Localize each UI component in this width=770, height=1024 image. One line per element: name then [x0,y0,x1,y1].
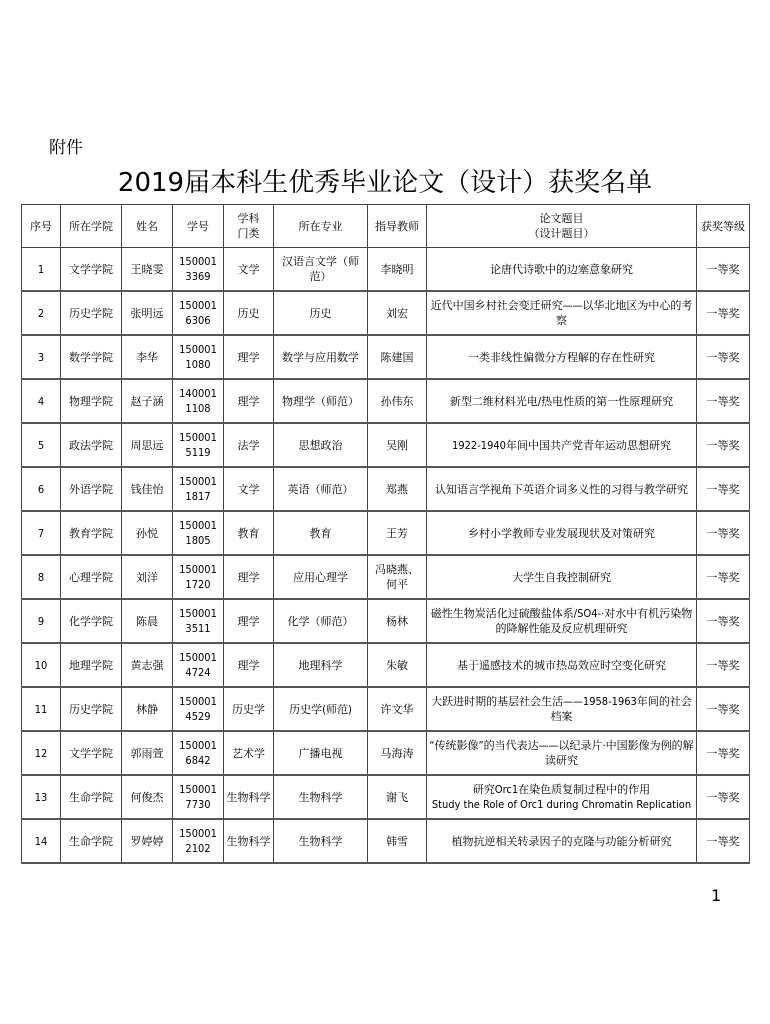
row-name: 何俊杰 [122,775,173,819]
row-advisor: 王芳 [368,511,427,555]
row-category: 理学 [224,555,274,599]
row-student-id [173,731,224,775]
header-name: 姓名 [122,205,173,248]
thesis-title: 大跃进时期的基层社会生活——1958-1963年间的社会档案 [431,695,692,723]
row-student-id [173,687,224,731]
student-id-line2: 6306 [185,314,211,327]
row-category: 理学 [224,599,274,643]
row-index: 6 [22,467,61,511]
row-category: 理学 [224,643,274,687]
row-name: 陈晨 [122,599,173,643]
row-category: 艺术学 [224,731,274,775]
row-student-id [173,248,224,292]
header-student-id: 学号 [173,205,224,248]
row-major: 数学与应用数学 [274,335,368,379]
row-index: 1 [22,248,61,292]
header-category [224,205,274,248]
row-name: 林静 [122,687,173,731]
row-college: 心理学院 [61,555,122,599]
student-id-line1: 150001 [179,651,217,664]
table-row [22,248,750,292]
row-advisor: 刘宏 [368,291,427,335]
row-index: 5 [22,423,61,467]
row-thesis [427,819,697,863]
student-id-line2: 6842 [185,754,211,767]
row-name: 钱佳怡 [122,467,173,511]
table-row [22,643,750,687]
row-award: 一等奖 [697,599,750,643]
thesis-title: 近代中国乡村社会变迁研究——以华北地区为中心的考察 [430,299,693,327]
row-major: 汉语言文学（师范） [274,248,368,292]
row-college: 生命学院 [61,819,122,863]
row-advisor: 陈建国 [368,335,427,379]
student-id-line1: 150001 [179,695,217,708]
row-index: 12 [22,731,61,775]
row-student-id [173,819,224,863]
row-student-id [173,291,224,335]
table-row [22,379,750,423]
row-award: 一等奖 [697,819,750,863]
row-award: 一等奖 [697,555,750,599]
row-award: 一等奖 [697,248,750,292]
thesis-title: 论唐代诗歌中的边塞意象研究 [490,262,633,276]
table-row [22,775,750,819]
row-advisor: 韩雪 [368,819,427,863]
row-index: 14 [22,819,61,863]
row-index: 2 [22,291,61,335]
row-name: 李华 [122,335,173,379]
row-advisor: 郑燕 [368,467,427,511]
row-name: 黄志强 [122,643,173,687]
thesis-title: 大学生自我控制研究 [512,570,611,584]
header-thesis-line1: 论文题目 [539,212,584,225]
thesis-title: “传统影像”的当代表达——以纪录片·中国影像为例的解读研究 [429,739,694,767]
student-id-line1: 150001 [179,739,217,752]
row-college: 外语学院 [61,467,122,511]
student-id-line2: 3369 [185,270,211,283]
row-category: 法学 [224,423,274,467]
row-award: 一等奖 [697,291,750,335]
student-id-line2: 2102 [185,842,211,855]
header-thesis [427,205,697,248]
award-table [21,204,750,864]
row-category: 理学 [224,335,274,379]
row-award: 一等奖 [697,467,750,511]
header-major: 所在专业 [274,205,368,248]
row-student-id [173,775,224,819]
row-college: 教育学院 [61,511,122,555]
row-college: 数学学院 [61,335,122,379]
thesis-title: 1922-1940年间中国共产党青年运动思想研究 [452,438,671,452]
row-index: 9 [22,599,61,643]
row-name: 赵子涵 [122,379,173,423]
table-row [22,731,750,775]
row-major: 物理学（师范） [274,379,368,423]
table-row [22,335,750,379]
row-student-id [173,599,224,643]
row-thesis [427,555,697,599]
row-award: 一等奖 [697,731,750,775]
row-thesis [427,423,697,467]
header-category-line1: 学科 [237,212,260,225]
row-name: 张明远 [122,291,173,335]
row-major: 教育 [274,511,368,555]
row-thesis [427,731,697,775]
thesis-title-english: Study the Role of Orc1 during Chromatin Replication [431,798,692,811]
row-major: 地理科学 [274,643,368,687]
thesis-title: 新型二维材料光电/热电性质的第一性原理研究 [449,394,674,408]
table-row [22,555,750,599]
row-major: 思想政治 [274,423,368,467]
row-category: 理学 [224,379,274,423]
row-award: 一等奖 [697,379,750,423]
row-category: 生物科学 [224,819,274,863]
row-major: 生物科学 [274,819,368,863]
thesis-title: 基于遥感技术的城市热岛效应时空变化研究 [457,658,666,672]
row-advisor: 冯晓燕、何平 [368,555,427,599]
student-id-line2: 3511 [185,622,211,635]
row-name: 郭雨萱 [122,731,173,775]
row-category: 生物科学 [224,775,274,819]
student-id-line1: 150001 [179,343,217,356]
row-award: 一等奖 [697,335,750,379]
row-index: 13 [22,775,61,819]
student-id-line1: 150001 [179,519,217,532]
row-thesis [427,643,697,687]
row-award: 一等奖 [697,643,750,687]
header-index: 序号 [22,205,61,248]
row-name: 孙悦 [122,511,173,555]
row-advisor: 李晓明 [368,248,427,292]
row-advisor: 杨林 [368,599,427,643]
row-college: 化学学院 [61,599,122,643]
header-college: 所在学院 [61,205,122,248]
header-category-line2: 门类 [237,227,260,240]
row-name: 周思远 [122,423,173,467]
row-major: 化学（师范） [274,599,368,643]
student-id-line1: 150001 [179,299,217,312]
thesis-title: 一类非线性偏微分方程解的存在性研究 [468,350,655,364]
row-thesis [427,599,697,643]
row-thesis [427,775,697,819]
table-row [22,511,750,555]
table-row [22,687,750,731]
thesis-title: 认知语言学视角下英语介词多义性的习得与教学研究 [435,482,688,496]
row-student-id [173,467,224,511]
table-row [22,819,750,863]
thesis-title: 乡村小学教师专业发展现状及对策研究 [468,526,655,540]
row-name: 王晓雯 [122,248,173,292]
row-thesis [427,291,697,335]
student-id-line2: 4724 [185,666,211,679]
thesis-title: 植物抗逆相关转录因子的克隆与功能分析研究 [451,834,672,848]
student-id-line1: 150001 [179,563,217,576]
attachment-label: 附件 [49,138,83,158]
thesis-title: 研究Orc1在染色质复制过程中的作用 [472,783,651,796]
row-index: 4 [22,379,61,423]
row-student-id [173,511,224,555]
row-major: 历史学(师范) [274,687,368,731]
row-college: 政法学院 [61,423,122,467]
student-id-line2: 1817 [185,490,211,503]
row-award: 一等奖 [697,687,750,731]
row-category: 历史 [224,291,274,335]
header-award: 获奖等级 [697,205,750,248]
row-thesis [427,248,697,292]
row-award: 一等奖 [697,511,750,555]
row-major: 广播电视 [274,731,368,775]
student-id-line2: 1108 [185,402,211,415]
row-major: 应用心理学 [274,555,368,599]
row-advisor: 许文华 [368,687,427,731]
thesis-title: 磁性生物炭活化过硫酸盐体系/SO4-·对水中有机污染物的降解性能及反应机理研究 [430,607,693,635]
row-college: 物理学院 [61,379,122,423]
row-college: 历史学院 [61,687,122,731]
row-college: 地理学院 [61,643,122,687]
student-id-line2: 4529 [185,710,211,723]
row-award: 一等奖 [697,775,750,819]
row-name: 刘洋 [122,555,173,599]
table-row [22,599,750,643]
row-thesis [427,511,697,555]
student-id-line2: 1720 [185,578,211,591]
row-major: 英语（师范） [274,467,368,511]
row-category: 文学 [224,467,274,511]
row-name: 罗婷婷 [122,819,173,863]
student-id-line1: 150001 [179,827,217,840]
header-advisor: 指导教师 [368,205,427,248]
row-college: 文学学院 [61,731,122,775]
table-row [22,423,750,467]
student-id-line1: 140001 [179,387,217,400]
student-id-line2: 1805 [185,534,211,547]
row-student-id [173,379,224,423]
header-thesis-line2: （设计题目） [528,227,595,240]
row-category: 文学 [224,248,274,292]
row-index: 3 [22,335,61,379]
row-thesis [427,379,697,423]
student-id-line1: 150001 [179,431,217,444]
page-number: 1 [711,886,722,905]
row-advisor: 谢飞 [368,775,427,819]
row-index: 10 [22,643,61,687]
row-college: 文学学院 [61,248,122,292]
row-student-id [173,335,224,379]
row-student-id [173,643,224,687]
row-advisor: 朱敏 [368,643,427,687]
row-advisor: 孙伟东 [368,379,427,423]
row-college: 历史学院 [61,291,122,335]
student-id-line1: 150001 [179,475,217,488]
row-award: 一等奖 [697,423,750,467]
document-title: 2019届本科生优秀毕业论文（设计）获奖名单 [117,168,653,198]
row-college: 生命学院 [61,775,122,819]
student-id-line1: 150001 [179,783,217,796]
row-index: 7 [22,511,61,555]
row-index: 11 [22,687,61,731]
row-thesis [427,687,697,731]
student-id-line1: 150001 [179,607,217,620]
row-major: 历史 [274,291,368,335]
row-major: 生物科学 [274,775,368,819]
row-thesis [427,335,697,379]
student-id-line2: 7730 [185,798,211,811]
student-id-line2: 1080 [185,358,211,371]
row-thesis [427,467,697,511]
row-category: 教育 [224,511,274,555]
student-id-line1: 150001 [179,255,217,268]
table-row [22,467,750,511]
row-index: 8 [22,555,61,599]
row-advisor: 马海涛 [368,731,427,775]
student-id-line2: 5119 [185,446,211,459]
row-student-id [173,555,224,599]
table-row [22,291,750,335]
table-header-row [22,205,750,248]
row-advisor: 吴刚 [368,423,427,467]
row-student-id [173,423,224,467]
row-category: 历史学 [224,687,274,731]
